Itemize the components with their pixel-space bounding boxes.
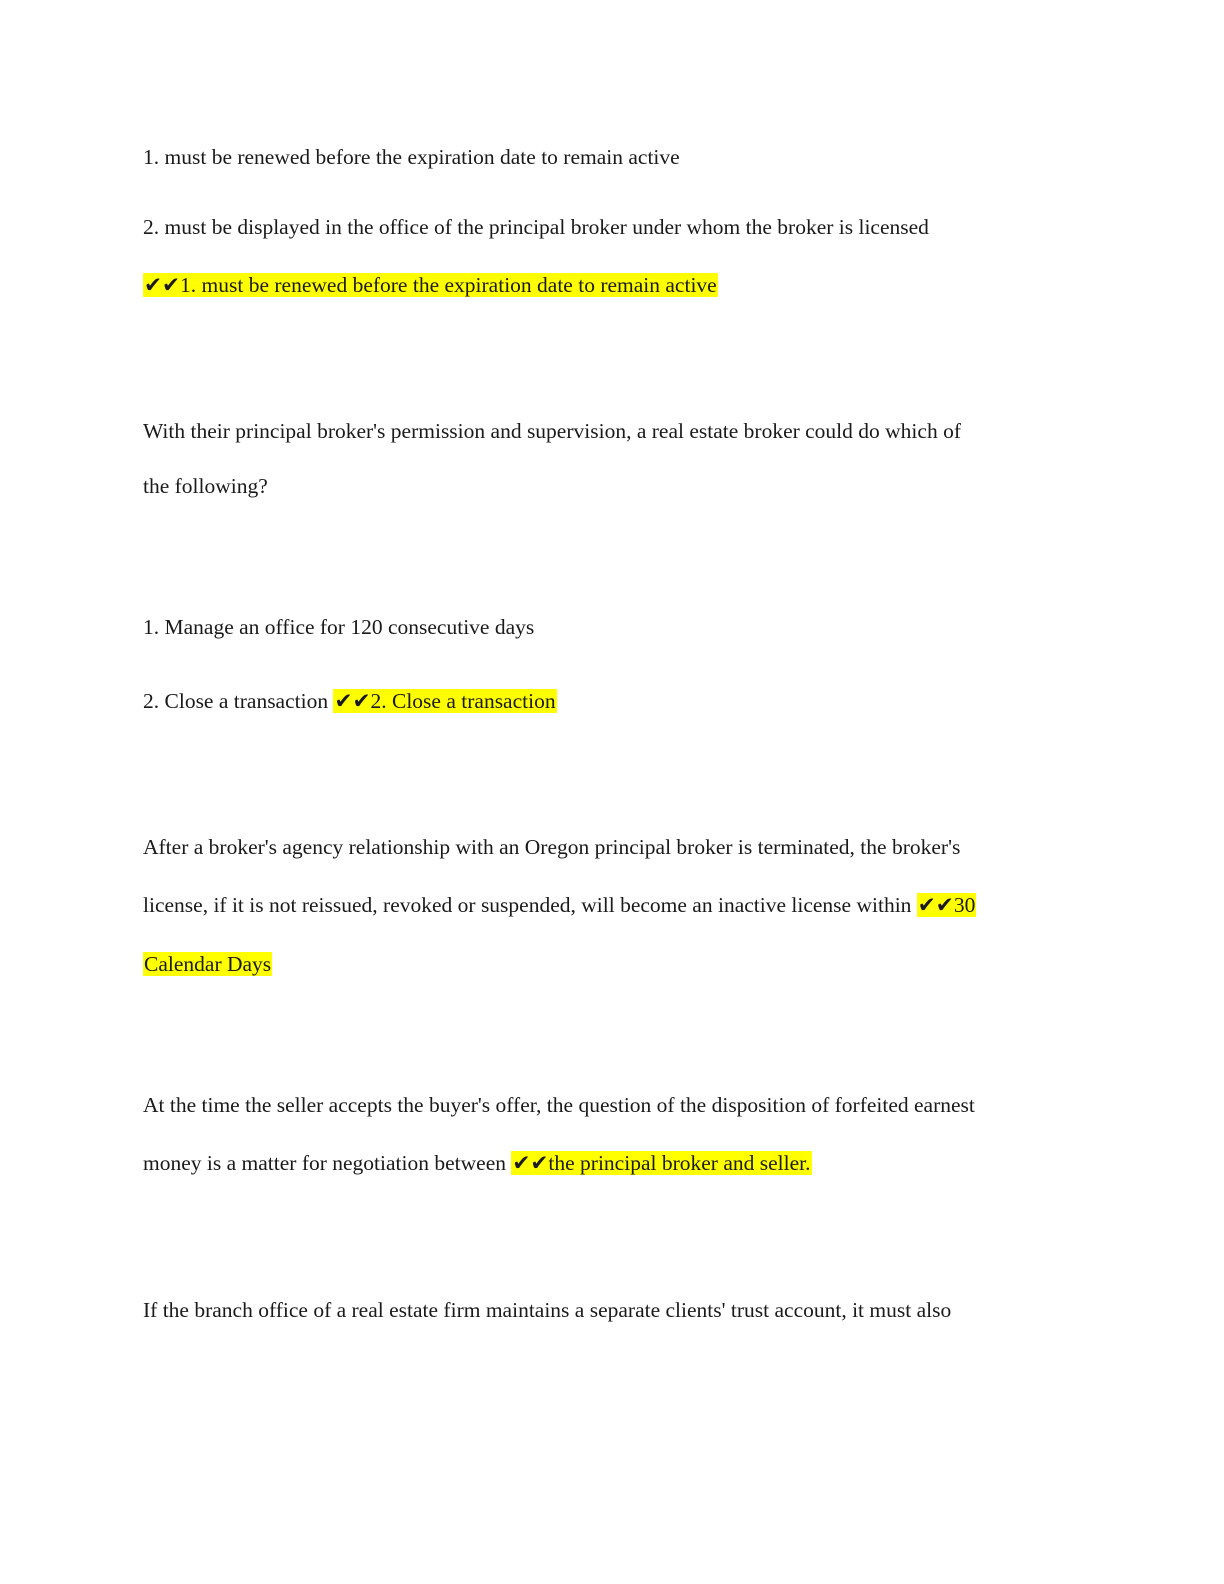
q4-answer-highlight: ✔✔the principal broker and seller.: [512, 1151, 811, 1175]
q3-answer-highlight-part-2: Calendar Days: [144, 952, 272, 976]
q2-option-2: 2. Close a transaction: [143, 689, 329, 713]
q3-question-text: license, if it is not reissued, revoked or suspended, will become an inactive license within: [143, 893, 912, 917]
q1-answer-highlight: ✔✔1. must be renewed before the expiration date to remain active: [144, 273, 717, 297]
q1-answer-line: [143, 270, 718, 300]
q2-option-1: 1. Manage an office for 120 consecutive days: [143, 615, 535, 639]
q1-option-1: 1. must be renewed before the expiration date to remain active: [143, 145, 680, 169]
q3-answer-highlight-part-1: ✔✔30: [917, 893, 976, 917]
q3-answer-line-2: [143, 949, 272, 979]
q4-question-line-2: [143, 1148, 812, 1178]
q1-option-2: 2. must be displayed in the office of the principal broker under whom the broker is licensed: [143, 215, 929, 239]
q2-option-2-line: [143, 686, 557, 716]
q2-question-line-1: With their principal broker's permission and supervision, a real estate broker could do which of: [143, 419, 961, 443]
q5-question-line-1: If the branch office of a real estate firm maintains a separate clients' trust account, it must also: [143, 1298, 952, 1322]
q2-answer-highlight: ✔✔2. Close a transaction: [334, 689, 556, 713]
q4-question-text: money is a matter for negotiation between: [143, 1151, 506, 1175]
q2-question-line-2: the following?: [143, 474, 268, 498]
q4-question-line-1: At the time the seller accepts the buyer's offer, the question of the disposition of forfeited earnest: [143, 1093, 975, 1117]
q3-question-line-1: After a broker's agency relationship with an Oregon principal broker is terminated, the broker's: [143, 835, 961, 859]
q3-question-line-2: [143, 890, 976, 920]
